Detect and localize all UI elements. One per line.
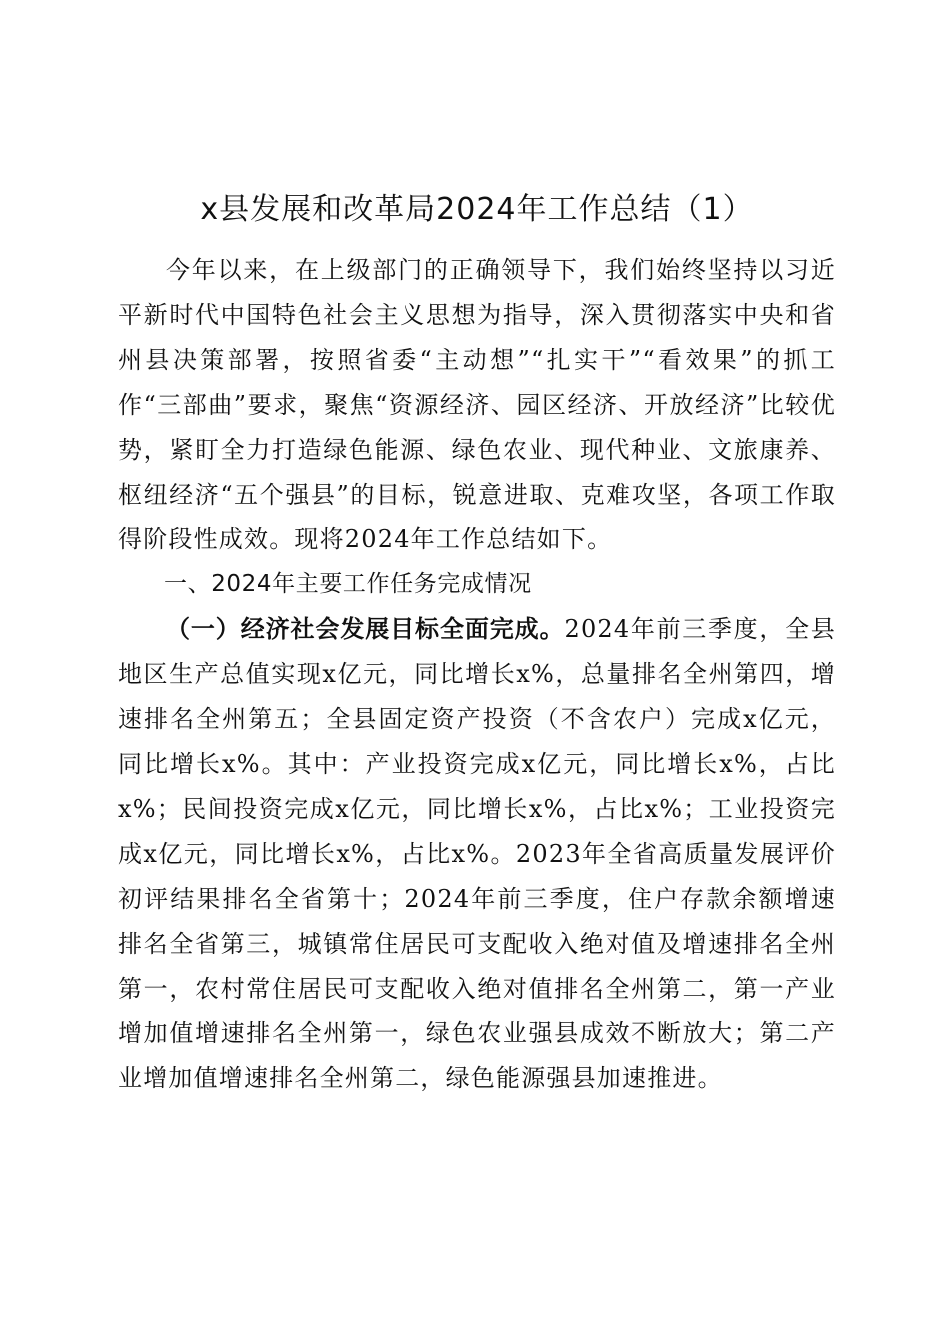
document-page <box>118 186 836 1101</box>
intro-paragraph: 今年以来，在上级部门的正确领导下，我们始终坚持以习近平新时代中国特色社会主义思想为指导，深入贯彻落实中央和省州县决策部署，按照省委“主动想”“扎实干”“看效果”的抓工作“三部曲”要求，聚焦“资源经济、园区经济、开放经济”比较优势，紧盯全力打造绿色能源、绿色农业、现代种业、文旅康养、枢纽经济“五个强县”的目标，锐意进取、克难攻坚，各项工作取得阶段性成效。现将2024年工作总结如下。 <box>118 256 836 554</box>
section-heading: 一、2024年主要工作任务完成情况 <box>164 571 532 598</box>
document-title: x县发展和改革局2024年工作总结（1） <box>200 192 754 227</box>
subsection-body: 2024年前三季度，全县地区生产总值实现x亿元，同比增长x%，总量排名全州第四，增速排名全州第五；全县固定资产投资（不含农户）完成x亿元，同比增长x%。其中：产业投资完成x亿元，同比增长x%，占比x%；民间投资完成x亿元，同比增长x%，占比x%；工业投资完成x亿元，同比增长x%，占比x%。2023年全省高质量发展评价初评结果排名全省第十；2024年前三季度，住户存款余额增速排名全省第三，城镇常住居民可支配收入绝对值及增速排名全州第一，农村常住居民可支配收入绝对值排名全州第二，第一产业增加值增速排名全州第一，绿色农业强县成效不断放大；第二产业增加值增速排名全州第二，绿色能源强县加速推进。 <box>118 615 836 1093</box>
subsection-lead: （一）经济社会发展目标全面完成。 <box>166 615 565 644</box>
subsection-paragraph <box>118 607 836 1101</box>
